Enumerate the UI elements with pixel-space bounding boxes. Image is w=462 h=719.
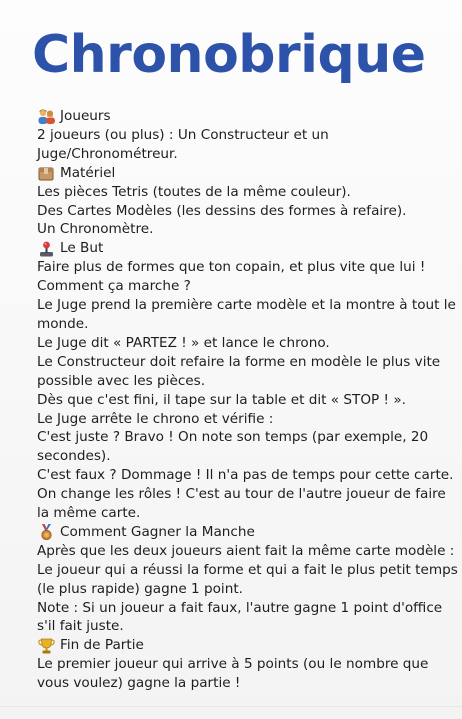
medal-icon (37, 524, 56, 540)
text-line: vous voulez) gagne la partie ! (37, 675, 241, 692)
page-title: Chronobrique (32, 25, 426, 85)
text-line: secondes). (37, 448, 111, 465)
trophy-icon (37, 638, 56, 654)
text-line: Faire plus de formes que ton copain, et plus vite que lui ! (37, 259, 426, 276)
players-icon (37, 108, 56, 124)
text-line: (le plus rapide) gagne 1 point. (37, 580, 243, 597)
section-heading-gagner (37, 523, 455, 542)
section-title-but: Le But (60, 240, 104, 257)
section-heading-but (37, 239, 455, 258)
text-line: Le premier joueur qui arrive à 5 points (ou le nombre que (37, 656, 429, 673)
section-heading-joueurs (37, 107, 455, 126)
text-line: C'est faux ? Dommage ! Il n'a pas de temps pour cette carte. (37, 467, 454, 484)
section-title-joueurs: Joueurs (60, 108, 111, 124)
text-line: possible avec les pièces. (37, 372, 206, 389)
text-line: Le Constructeur doit refaire la forme en modèle le plus vite (37, 353, 441, 370)
text-line: Le Juge arrête le chrono et vérifie : (37, 410, 274, 427)
text-line: Dès que c'est fini, il tape sur la table et dit « STOP ! ». (37, 391, 406, 408)
text-line: monde. (37, 315, 89, 332)
section-title-fin: Fin de Partie (60, 637, 144, 654)
joystick-icon (37, 241, 56, 257)
section-title-materiel: Matériel (60, 164, 116, 181)
section-title-gagner: Comment Gagner la Manche (60, 523, 255, 540)
text-line: Le joueur qui a réussi la forme et qui a fait le plus petit temps (37, 561, 458, 578)
rules-text (37, 107, 458, 693)
text-line: C'est juste ? Bravo ! On note son temps (par exemple, 20 (37, 429, 429, 446)
text-line: la même carte. (37, 505, 141, 522)
text-line: Le Juge dit « PARTEZ ! » et lance le chrono. (37, 334, 330, 351)
text-line: Le Juge prend la première carte modèle et la montre à tout le (37, 297, 456, 314)
text-line: Des Cartes Modèles (les dessins des formes à refaire). (37, 202, 407, 219)
text-line: Un Chronomètre. (37, 221, 154, 238)
section-heading-marche: Comment ça marche ? (37, 278, 191, 295)
box-icon (37, 165, 56, 181)
section-heading-fin (37, 636, 455, 655)
text-line: s'il fait juste. (37, 618, 124, 635)
text-line: On change les rôles ! C'est au tour de l'autre joueur de faire (37, 486, 446, 503)
text-line: Après que les deux joueurs aient fait la même carte modèle : (37, 542, 455, 559)
section-heading-materiel (37, 164, 455, 183)
text-line: Juge/Chronométreur. (37, 145, 178, 162)
text-line: 2 joueurs (ou plus) : Un Constructeur et un (37, 126, 329, 143)
text-line: Les pièces Tetris (toutes de la même couleur). (37, 183, 351, 200)
text-line: Note : Si un joueur a fait faux, l'autre gagne 1 point d'office (37, 599, 443, 616)
